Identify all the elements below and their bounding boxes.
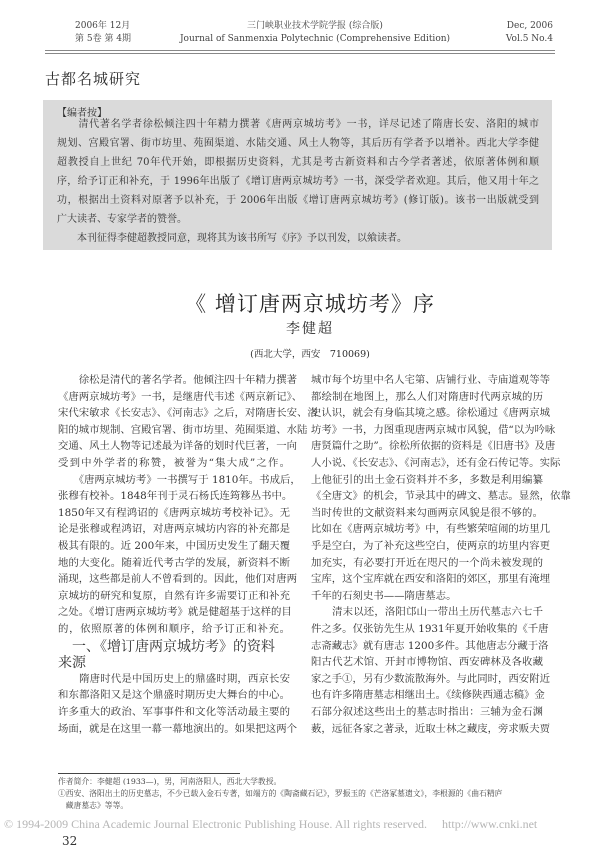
editor-note-line: 规划、宫殿官署、街市坊里、苑囿渠道、水陆交通、风土人物等，其后历有学者予以增补。西北大学李健: [57, 138, 539, 149]
body-text-line: 京城坊的研究和复原，自然有许多需要订正和补充: [58, 589, 290, 602]
footnote: 藏唐墓志》等等。: [58, 801, 129, 810]
body-text-line: 《唐两京城坊考》一书撰写于 1810年。书成后，: [58, 473, 301, 486]
body-text-line: 的，依照原著的体例和顺序，给予订正和补充。: [58, 623, 290, 635]
footnote: ①西安、洛阳出土的历史墓志，不少已载入金石专著，如端方的《陶斋藏石记》，罗振玉的《芒洛冢墓遗文》，李根源的《曲石精庐: [58, 789, 503, 798]
body-text-line: 当时传世的文献资料来勾画两京风貌是很不够的。: [311, 506, 543, 519]
body-text-line: 之处。《增订唐两京城坊考》就是健超基于这样的目: [58, 606, 292, 619]
editor-note-line: 清代著名学者徐松倾注四十年精力撰著《唐两京城坊考》一书，详尽记述了隋唐长安、洛阳的城市: [57, 119, 539, 130]
body-text-line: 乎是空白，为了补充这些空白，使两京的坊里内容更: [311, 540, 550, 552]
body-text-line: 千年的石刻史书——隋唐墓志。: [311, 589, 457, 602]
article-author: 李健超: [286, 321, 334, 337]
section-heading: 一、《增订唐两京城坊考》的资料: [58, 638, 275, 655]
body-text-line: 加充实，有必要打开近在咫尺的一个尚未被发现的: [311, 556, 543, 569]
editor-note-line: 功，根据出土资料对原著予以补充，于 2006年出版《增订唐两京城坊考》(修订版)。该书一出版就受到: [57, 195, 539, 206]
body-text-line: 薮，远征各家之著录，近取士林之藏庋，旁求贩夫贾: [311, 722, 550, 735]
editor-note-line: 广大读者、专家学者的赞誉。: [57, 214, 187, 225]
editor-note-label: 【编者按】: [57, 108, 107, 119]
body-text-line: 比如在《唐两京城坊考》中，有些繁荣喧闹的坊里几: [311, 523, 550, 536]
body-text-line: 张穆有校补。1848年刊于灵石杨氏连筠簃丛书中。: [58, 490, 293, 503]
footnote-rule: [58, 773, 240, 774]
body-text-line: 徐松是清代的著名学者。他倾注四十年精力撰著: [58, 374, 297, 386]
issue-volume-en: Vol.5 No.4: [505, 34, 553, 44]
issue-date-cn: 2006年 12月: [75, 21, 131, 31]
body-text-line: 《全唐文》的机会，节录其中的碑文、墓志。显然，依靠: [311, 490, 571, 503]
article-title: 《 增订唐两京城坊考》序: [185, 292, 435, 316]
body-text-line: 和东都洛阳又是这个鼎盛时期历史大舞台的中心。: [58, 689, 290, 702]
issue-date-en: Dec, 2006: [506, 21, 553, 31]
article-affiliation: (西北大学，西安 710069): [250, 349, 370, 360]
body-text-line: 许多重大的政治、军事事件和文化等活动最主要的: [58, 706, 290, 718]
body-text-line: 唐贤篇什之助”。徐松所依据的资料是《旧唐书》及唐: [311, 440, 556, 453]
body-text-line: 都绘制在地图上，那么人们对隋唐时代两京城的历: [311, 390, 543, 403]
body-text-line: 坊考》一书，力图重现唐两京城市风貌，借“以为吟咏: [311, 423, 556, 436]
body-text-line: 上他征引的出土金石资料并不多，多数是利用编纂: [311, 473, 543, 486]
issue-volume-cn: 第 5卷 第 4期: [75, 34, 132, 44]
body-text-line: 交通、风土人物等记述最为详备的划时代巨著，一向: [58, 440, 297, 453]
journal-title-en: Journal of Sanmenxia Polytechnic (Comprehensive Edition): [179, 34, 451, 44]
body-text-line: 涌现，这些都是前人不曾看到的。因此，他们对唐两: [58, 573, 297, 586]
body-text-line: 宋代宋敏求《长安志》、《河南志》之后，对隋唐长安、洛: [58, 407, 318, 420]
body-text-line: 《唐两京城坊考》一书，是继唐代韦述《两京新记》、: [58, 390, 303, 403]
body-text-line: 人小说、《长安志》、《河南志》，还有金石传记等。实际: [311, 457, 561, 469]
body-text-line: 场面，就是在这里一幕一幕地演出的。如果把这两个: [58, 722, 297, 735]
section-label: 古都名城研究: [45, 70, 142, 88]
copyright-notice: © 1994-2009 China Academic Journal Electronic Publishing House. All rights reserved. http://www.cnki.net: [4, 817, 538, 831]
header-rule-top: [45, 50, 555, 51]
body-text-line: 阳的城市规制、宫殿官署、街市坊里、苑囿渠道、水陆: [58, 423, 308, 436]
body-text-line: 城市每个坊里中名人宅第、店铺行业、寺庙道观等等: [311, 374, 550, 386]
body-text-line: 受到中外学者的称赞，被誉为“集大成”之作。: [58, 457, 290, 469]
editor-note-line: 序，给予订正和补充，于 1996年出版了《增订唐两京城坊考》一书，深受学者欢迎。其后，他又用十年之: [57, 176, 539, 187]
body-text-line: 史认识，就会有身临其境之感。徐松通过《唐两京城: [311, 407, 550, 420]
body-text-line: 极其有限的。近 200年来，中国历史发生了翻天覆: [58, 540, 290, 552]
editor-note-line: 超教授自上世纪 70年代开始，即根据历史资料，尤其是考古新资料和古今学者著述，依原著体例和顺: [57, 157, 539, 168]
body-text-line: 家之手①，另有少数流散海外。与此同时，西安附近: [311, 672, 550, 685]
body-text-line: 也有许多隋唐墓志相继出土。《续修陕西通志稿》金: [311, 689, 545, 702]
body-text-line: 地的大变化。随着近代考古学的发展，新资料不断: [58, 556, 290, 569]
author-bio-footnote: 作者简介：李健超 (1933—)，男，河南洛阳人，西北大学教授。: [58, 777, 282, 786]
body-text-line: 清末以还，洛阳邙山一带出土历代墓志六七千: [311, 606, 543, 619]
body-text-line: 宝库，这个宝库就在西安和洛阳的郊区，那里有淹埋: [311, 573, 550, 586]
editor-note-box: [43, 100, 552, 250]
journal-title-cn: 三门峡职业技术学院学报 (综合版): [247, 21, 383, 31]
editor-note-line: 本刊征得李健超教授同意，现将其为该书所写《序》予以刊发，以飨读者。: [57, 233, 407, 244]
body-text-line: 论是张穆或程鸿诏，对唐两京城坊内容的补充都是: [58, 523, 290, 536]
header-rule-bottom: [45, 53, 555, 54]
body-text-line: 件之多。仅张钫先生从 1931年夏开始收集的《千唐: [311, 623, 549, 635]
body-text-line: 阳古代艺术馆、开封市博物馆、西安碑林及各收藏: [311, 656, 543, 669]
body-text-line: 志斋藏志》就有唐志 1200多件。其他唐志分藏于洛: [311, 639, 549, 652]
page-number: 32: [62, 834, 78, 848]
body-text-line: 隋唐时代是中国历史上的鼎盛时期，西京长安: [58, 672, 290, 685]
section-heading: 来源: [58, 655, 86, 672]
body-text-line: 1850年又有程鸿诏的《唐两京城坊考校补记》。无: [58, 506, 290, 519]
body-text-line: 石部分叙述这些出土的墓志时指出：三辅为金石渊: [311, 706, 543, 718]
